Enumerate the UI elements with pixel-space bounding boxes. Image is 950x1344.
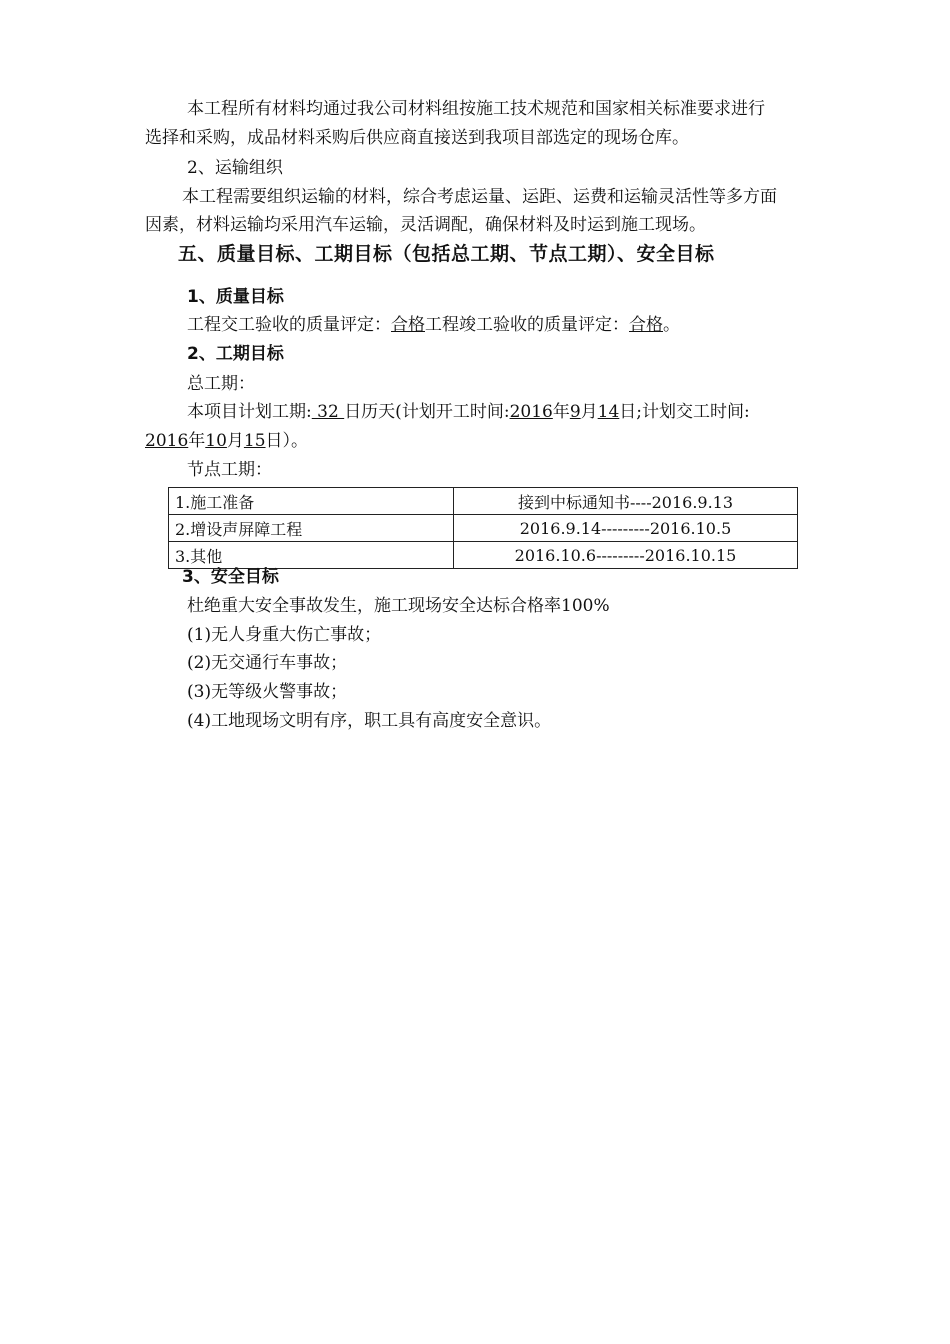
safety-target-heading: 3、安全目标 bbox=[182, 567, 279, 587]
quality-value-completion: 合格 bbox=[629, 315, 663, 335]
paragraph-materials-line2: 选择和采购，成品材料采购后供应商直接送到我项目部选定的现场仓库。 bbox=[145, 128, 689, 148]
safety-item: (4)工地现场文明有序，职工具有高度安全意识。 bbox=[187, 711, 552, 731]
month-char-2: 月 bbox=[226, 431, 244, 451]
quality-target-heading: 1、质量目标 bbox=[187, 287, 284, 307]
node-schedule-table bbox=[168, 487, 798, 569]
start-month: 9 bbox=[569, 402, 581, 422]
year-char-2: 年 bbox=[188, 431, 206, 451]
quality-middle: 工程竣工验收的质量评定： bbox=[425, 315, 629, 335]
transport-heading: 2、运输组织 bbox=[187, 158, 283, 178]
schedule-text-a: 本项目计划工期: bbox=[187, 402, 312, 422]
planned-days: 32 bbox=[311, 402, 345, 422]
node-period: 2016.10.6---------2016.10.15 bbox=[454, 542, 798, 569]
schedule-text-d: 日）。 bbox=[265, 431, 309, 451]
table-row bbox=[169, 542, 798, 569]
node-period: 2016.9.14---------2016.10.5 bbox=[454, 515, 798, 542]
quality-suffix: 。 bbox=[663, 315, 680, 335]
safety-item: (3)无等级火警事故； bbox=[187, 682, 348, 702]
safety-item: (2)无交通行车事故； bbox=[187, 653, 348, 673]
paragraph-transport-line1: 本工程需要组织运输的材料，综合考虑运量、运距、运费和运输灵活性等多方面 bbox=[182, 187, 777, 207]
end-year: 2016 bbox=[145, 431, 189, 451]
node-duration-label: 节点工期： bbox=[187, 460, 272, 480]
month-char-1: 月 bbox=[580, 402, 598, 422]
year-char-1: 年 bbox=[552, 402, 570, 422]
quality-target-text bbox=[187, 314, 680, 336]
schedule-text-line1 bbox=[187, 401, 750, 423]
safety-intro: 杜绝重大安全事故发生，施工现场安全达标合格率100% bbox=[187, 596, 610, 616]
table-row bbox=[169, 515, 798, 542]
schedule-text-c: 日;计划交工时间: bbox=[619, 402, 750, 422]
quality-value-handover: 合格 bbox=[391, 315, 425, 335]
schedule-target-heading: 2、工期目标 bbox=[187, 344, 284, 364]
schedule-text-line2 bbox=[145, 430, 308, 452]
start-day: 14 bbox=[597, 402, 620, 422]
node-name: 1.施工准备 bbox=[169, 488, 454, 515]
paragraph-materials-line1: 本工程所有材料均通过我公司材料组按施工技术规范和国家相关标准要求进行 bbox=[187, 99, 765, 119]
node-name: 2.增设声屏障工程 bbox=[169, 515, 454, 542]
quality-prefix: 工程交工验收的质量评定： bbox=[187, 315, 391, 335]
total-duration-label: 总工期： bbox=[187, 374, 255, 394]
schedule-text-b: 日历天(计划开工时间: bbox=[344, 402, 510, 422]
end-month: 10 bbox=[205, 431, 227, 451]
section-heading: 五、质量目标、工期目标（包括总工期、节点工期）、安全目标 bbox=[178, 243, 715, 265]
safety-item: (1)无人身重大伤亡事故； bbox=[187, 625, 382, 645]
start-year: 2016 bbox=[509, 402, 553, 422]
node-period: 接到中标通知书----2016.9.13 bbox=[454, 488, 798, 515]
table-row bbox=[169, 488, 798, 515]
paragraph-transport-line2: 因素，材料运输均采用汽车运输，灵活调配，确保材料及时运到施工现场。 bbox=[145, 215, 706, 235]
end-day: 15 bbox=[243, 431, 266, 451]
node-name: 3.其他 bbox=[169, 542, 454, 569]
